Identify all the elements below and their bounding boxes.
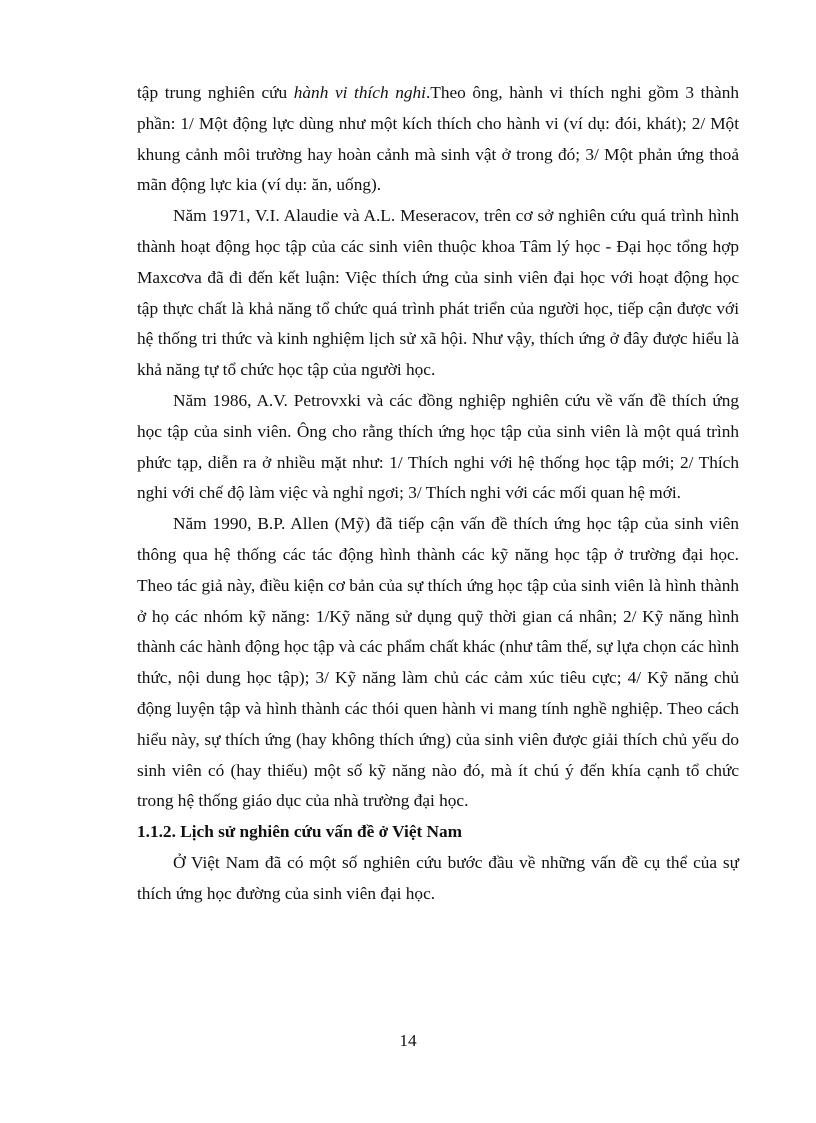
paragraph-allen-1990: Năm 1990, B.P. Allen (Mỹ) đã tiếp cận vấn đề thích ứng học tập của sinh viên thông qua hệ thống các tác động hình thành các kỹ năng học tập ở trường đại học. Theo tác giả này, điều kiện cơ bản của sự thích ứng học tập của sinh viên là hình thành ở họ các nhóm kỹ năng: 1/Kỹ năng sử dụng quỹ thời gian cá nhân; 2/ Kỹ năng hình thành các hành động học tập và các phẩm chất khác (như tâm thế, sự lựa chọn các hình thức, nội dung học tập); 3/ Kỹ năng làm chủ các cảm xúc tiêu cực; 4/ Kỹ năng chủ động luyện tập và hình thành các thói quen hành vi mang tính nghề nghiệp. Theo cách hiểu này, sự thích ứng (hay không thích ứng) của sinh viên được giải thích chủ yếu do sinh viên có (hay thiếu) một số kỹ năng nào đó, mà ít chú ý đến khía cạnh tổ chức trong hệ thống giáo dục của nhà trường đại học. — [137, 514, 739, 811]
document-body — [137, 78, 739, 910]
paragraph-adaptive-behavior — [137, 78, 739, 201]
paragraph-vietnam-intro: Ở Việt Nam đã có một số nghiên cứu bước đầu về những vấn đề cụ thể của sự thích ứng học đường của sinh viên đại học. — [137, 852, 739, 903]
section-heading-vietnam: 1.1.2. Lịch sử nghiên cứu vấn đề ở Việt Nam — [137, 822, 463, 842]
paragraph-adaptive-behavior-rest: .Theo ông, hành vi thích nghi gồm 3 thành phần: 1/ Một động lực dùng như một kích thích cho hành vi (ví dụ: đói, khát); 2/ Một khung cảnh môi trường hay hoàn cảnh mà sinh vật ở trong đó; 3/ Một phản ứng thoả mãn động lực kia (ví dụ: ăn, uống). — [137, 83, 739, 195]
paragraph-petrovxki-1986: Năm 1986, A.V. Petrovxki và các đồng nghiệp nghiên cứu về vấn đề thích ứng học tập của sinh viên. Ông cho rằng thích ứng học tập của sinh viên là một quá trình phức tạp, diễn ra ở nhiều mặt như: 1/ Thích nghi với hệ thống học tập mới; 2/ Thích nghi với chế độ làm việc và nghỉ ngơi; 3/ Thích nghi với các mối quan hệ mới. — [137, 390, 739, 503]
paragraph-alaudie-1971: Năm 1971, V.I. Alaudie và A.L. Meseracov, trên cơ sở nghiên cứu quá trình hình thành hoạt động học tập của các sinh viên thuộc khoa Tâm lý học - Đại học tổng hợp Maxcơva đã đi đến kết luận: Việc thích ứng của sinh viên đại học với hoạt động học tập thực chất là khả năng tổ chức quá trình phát triển của người học, tiếp cận được với hệ thống tri thức và kinh nghiệm lịch sử xã hội. Như vậy, thích ứng ở đây được hiểu là khả năng tự tổ chức học tập của người học. — [137, 206, 739, 380]
emphasis-adaptive-behavior: hành vi thích nghi — [293, 83, 426, 102]
paragraph-adaptive-behavior-start: tập trung nghiên cứu — [137, 83, 294, 102]
page-number: 14 — [399, 1031, 417, 1050]
